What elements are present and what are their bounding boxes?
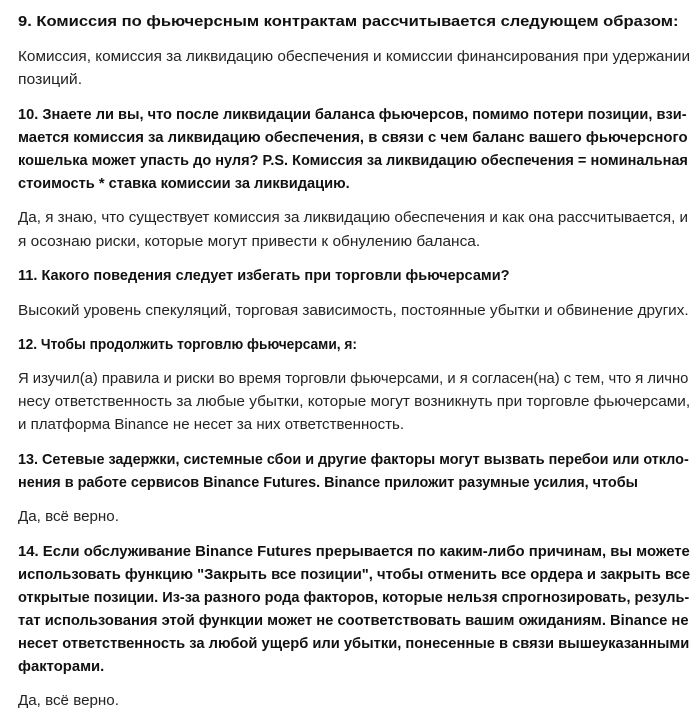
question-14-line-3: открытые позиции. Из-за разного рода факторов, которые нельзя спрогнозировать, резуль- [18, 589, 690, 606]
question-12-line-1: 12. Чтобы продолжить торговлю фьючерсами, я: [18, 336, 358, 353]
question-14-line-2: использовать функцию "Закрыть все позиции", чтобы отменить все ордера и закрыть все [18, 566, 691, 583]
answer-14-line-1: Да, всё верно. [18, 692, 119, 709]
question-14-line-6: факторами. [18, 658, 105, 675]
question-10-line-1: 10. Знаете ли вы, что после ликвидации баланса фьючерсов, помимо потери позиции, взи- [18, 106, 687, 123]
question-10-line-2: мается комиссия за ликвидацию обеспечения, в связи с чем баланс вашего фьючерсного [18, 129, 688, 146]
answer-9-line-1: Комиссия, комиссия за ликвидацию обеспечения и комиссии финансирования при удержании [18, 48, 691, 65]
answer-10-line-1: Да, я знаю, что существует комиссия за ликвидацию обеспечения и как она рассчитывается, и [18, 209, 689, 226]
question-14-line-4: тат использования этой функции может не соответствовать вашим ожиданиям. Binance не [18, 612, 689, 629]
answer-12-line-1: Я изучил(а) правила и риски во время торговли фьючерсами, и я согласен(на) с тем, что я лично [18, 370, 689, 387]
answer-9-line-2: позиций. [18, 71, 83, 88]
question-10-line-4: стоимость * ставка комиссии за ликвидацию. [18, 175, 350, 192]
question-14-line-5: несет ответственность за любой ущерб или убытки, понесенные в связи вышеуказанными [18, 635, 690, 652]
answer-13-line-1: Да, всё верно. [18, 508, 119, 525]
answer-10-line-2: я осознаю риски, которые могут привести к обнулению баланса. [18, 233, 481, 250]
answer-11-line-1: Высокий уровень спекуляций, торговая зависимость, постоянные убытки и обвинение других. [18, 302, 689, 319]
answer-12-line-2: несу ответственность за любые убытки, которые могут возникнуть при торговле фьючерсами, [18, 393, 691, 410]
question-11-line-1: 11. Какого поведения следует избегать при торговли фьючерсами? [18, 267, 510, 284]
question-13-line-2: нения в работе сервисов Binance Futures. Binance приложит разумные усилия, чтобы [18, 474, 638, 491]
question-10-line-3: кошелька может упасть до нуля? P.S. Комиссия за ликвидацию обеспечения = номинальная [18, 152, 688, 169]
question-9-line-1: 9. Комиссия по фьючерсным контрактам рассчитывается следующем образом: [18, 13, 679, 30]
question-13-line-1: 13. Сетевые задержки, системные сбои и другие факторы могут вызвать перебои или откло- [18, 451, 689, 468]
question-14-line-1: 14. Если обслуживание Binance Futures прерывается по каким-либо причинам, вы можете [18, 543, 690, 560]
answer-12-line-3: и платформа Binance не несет за них ответственность. [18, 416, 405, 433]
